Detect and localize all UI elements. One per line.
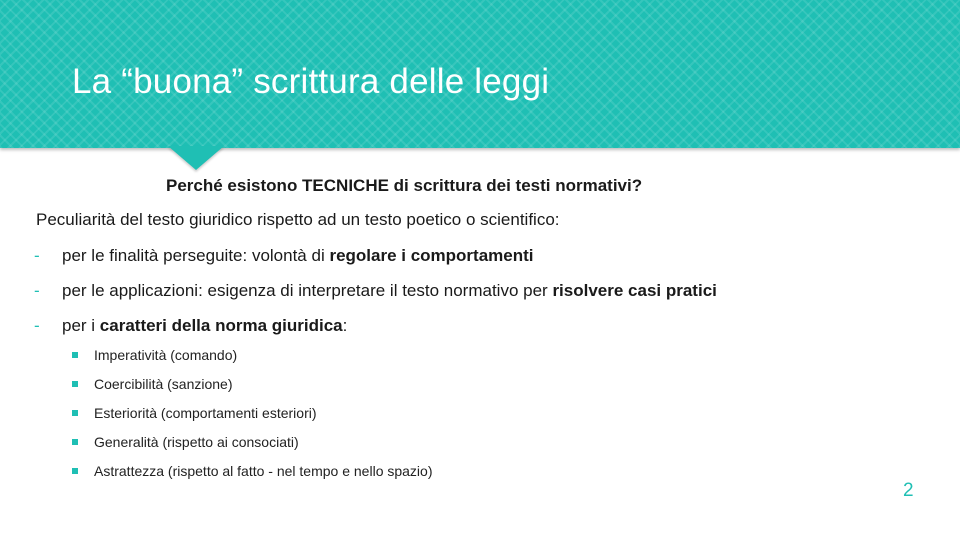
- sub-bullet-text: Generalità (rispetto ai consociati): [94, 434, 299, 450]
- sub-bullet-item: [72, 405, 317, 421]
- square-bullet-icon: [72, 468, 78, 474]
- bullet-bold: risolvere casi pratici: [552, 281, 717, 300]
- square-bullet-icon: [72, 410, 78, 416]
- dash-marker: -: [34, 316, 40, 335]
- sub-bullet-item: [72, 463, 433, 479]
- sub-bullet-text: Coercibilità (sanzione): [94, 376, 233, 392]
- page-number: 2: [903, 480, 914, 501]
- dash-marker: -: [34, 281, 40, 300]
- square-bullet-icon: [72, 439, 78, 445]
- sub-bullet-item: [72, 376, 233, 392]
- bullet-bold: caratteri della norma giuridica: [99, 316, 343, 335]
- sub-bullet-item: [72, 434, 299, 450]
- sub-bullet-text: Imperatività (comando): [94, 347, 238, 363]
- banner-notch: [168, 146, 224, 170]
- bullet-text: per le applicazioni: esigenza di interpretare il testo normativo per risolvere casi pratici: [62, 281, 717, 300]
- bullet-text: per le finalità perseguite: volontà di regolare i comportamenti: [62, 246, 534, 265]
- bullet-text: per i caratteri della norma giuridica:: [62, 316, 348, 335]
- sub-bullet-item: [72, 347, 237, 363]
- square-bullet-icon: [72, 381, 78, 387]
- bullet-item: [34, 281, 717, 301]
- slide-subtitle: Perché esistono TECNICHE di scrittura dei testi normativi?: [166, 176, 643, 195]
- sub-bullet-text: Astrattezza (rispetto al fatto - nel tempo e nello spazio): [94, 463, 433, 479]
- intro-text: Peculiarità del testo giuridico rispetto ad un testo poetico o scientifico:: [36, 210, 560, 229]
- square-bullet-icon: [72, 352, 78, 358]
- bullet-bold: regolare i comportamenti: [329, 246, 534, 265]
- bullet-item: [34, 246, 534, 266]
- slide-title: La “buona” scrittura delle leggi: [72, 62, 550, 101]
- sub-bullet-text: Esteriorità (comportamenti esteriori): [94, 405, 317, 421]
- dash-marker: -: [34, 246, 40, 265]
- bullet-item: [34, 316, 347, 336]
